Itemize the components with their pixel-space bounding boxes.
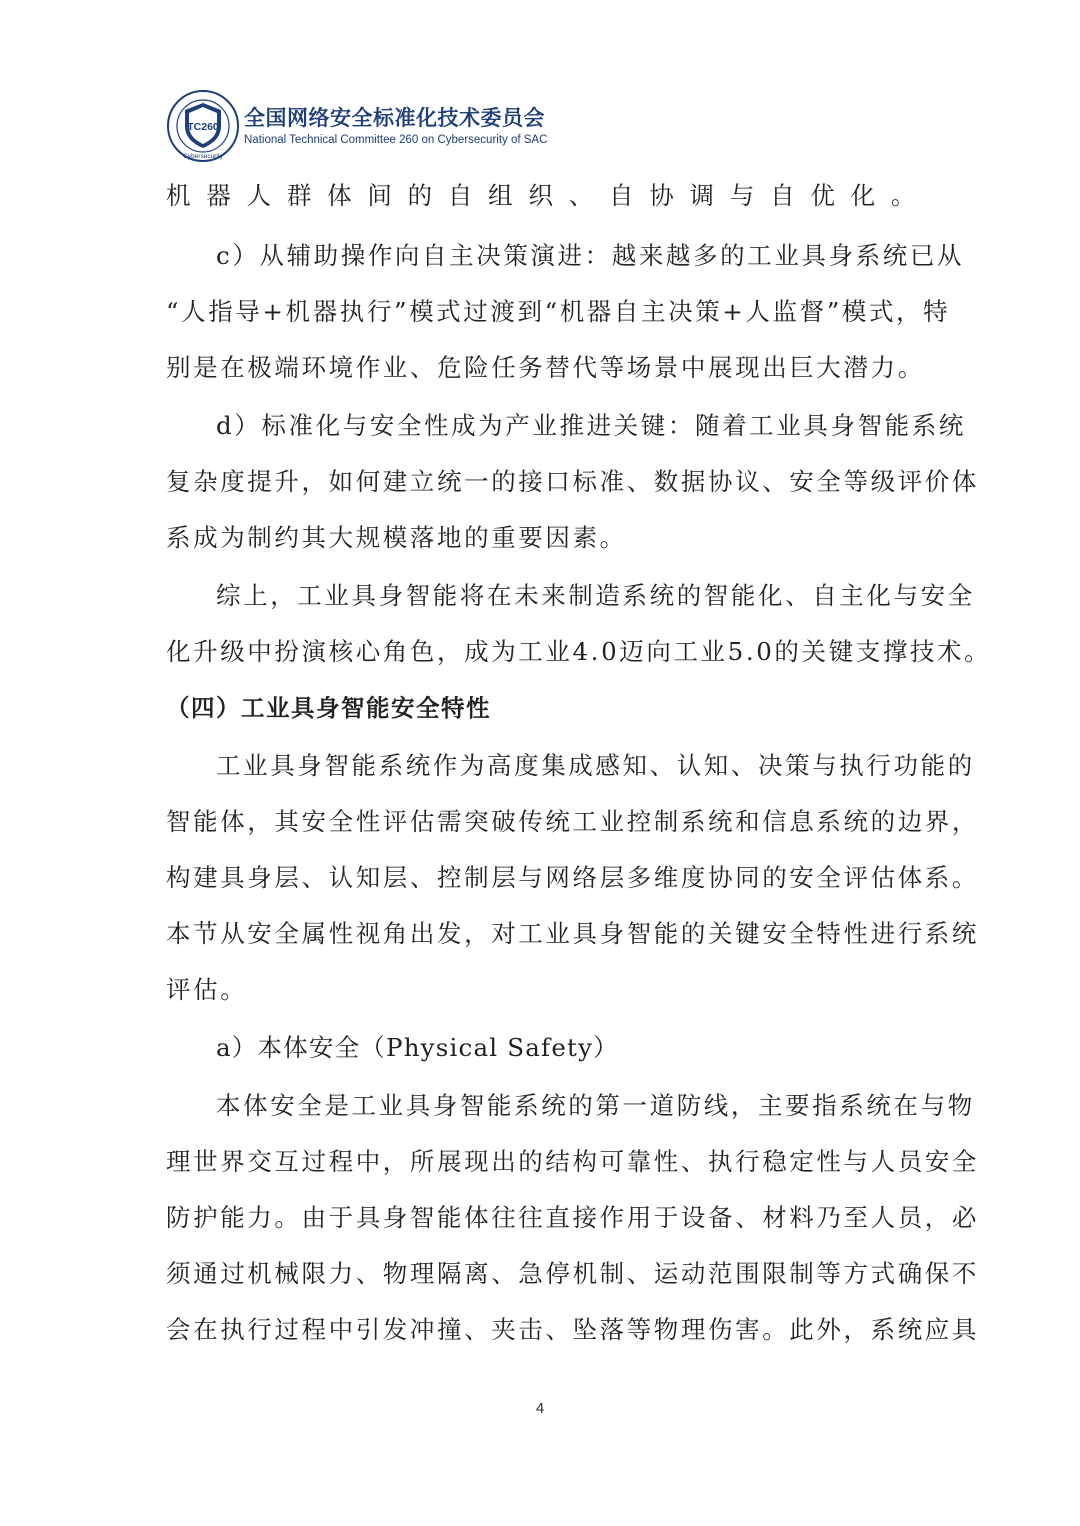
text-line: 本体安全是工业具身智能系统的第一道防线，主要指系统在与物: [216, 1091, 975, 1120]
logo-text: TC260: [187, 121, 219, 133]
text-line: 复杂度提升，如何建立统一的接口标准、数据协议、安全等级评价体: [166, 467, 979, 496]
tc260-emblem-icon: [166, 89, 240, 163]
text-line: 智能体，其安全性评估需突破传统工业控制系统和信息系统的边界，: [166, 807, 979, 836]
organization-name: [244, 105, 547, 148]
org-name-en: National Technical Committee 260 on Cybersecurity of SAC: [244, 133, 548, 146]
logo-ring-text: Cybersecurity: [183, 153, 223, 160]
text-line: 化升级中扮演核心角色，成为工业4.0迈向工业5.0的关键支撑技术。: [166, 637, 992, 666]
tc260-logo: [166, 89, 240, 163]
text-line: 理世界交互过程中，所展现出的结构可靠性、执行稳定性与人员安全: [166, 1147, 979, 1176]
text-line: d）标准化与安全性成为产业推进关键：随着工业具身智能系统: [216, 411, 966, 440]
text-line: 别是在极端环境作业、危险任务替代等场景中展现出巨大潜力。: [166, 353, 925, 382]
section-heading: （四）工业具身智能安全特性: [166, 694, 491, 722]
org-name-cn: 全国网络安全标准化技术委员会: [244, 105, 545, 130]
text-line: 综上，工业具身智能将在未来制造系统的智能化、自主化与安全: [216, 581, 975, 610]
page-number: 4: [535, 1400, 545, 1417]
text-line: 系成为制约其大规模落地的重要因素。: [166, 523, 627, 552]
text-line: “人指导+机器执行”模式过渡到“机器自主决策+人监督”模式，特: [166, 297, 951, 326]
text-line: 构建具身层、认知层、控制层与网络层多维度协同的安全评估体系。: [166, 863, 979, 892]
text-line: 会在执行过程中引发冲撞、夹击、坠落等物理伤害。此外，系统应具: [166, 1315, 979, 1344]
text-line: c）从辅助操作向自主决策演进：越来越多的工业具身系统已从: [216, 241, 965, 270]
text-line: 评估。: [166, 975, 248, 1004]
text-line: 工业具身智能系统作为高度集成感知、认知、决策与执行功能的: [216, 751, 975, 780]
text-line: 防护能力。由于具身智能体往往直接作用于设备、材料乃至人员，必: [166, 1203, 979, 1232]
document-header: [166, 86, 547, 166]
subsection-title: a）本体安全（Physical Safety）: [216, 1033, 619, 1062]
text-line: 本节从安全属性视角出发，对工业具身智能的关键安全特性进行系统: [166, 919, 979, 948]
text-line: 须通过机械限力、物理隔离、急停机制、运动范围限制等方式确保不: [166, 1259, 979, 1288]
text-line: 机器人群体间的自组织、自协调与自优化。: [166, 181, 918, 210]
